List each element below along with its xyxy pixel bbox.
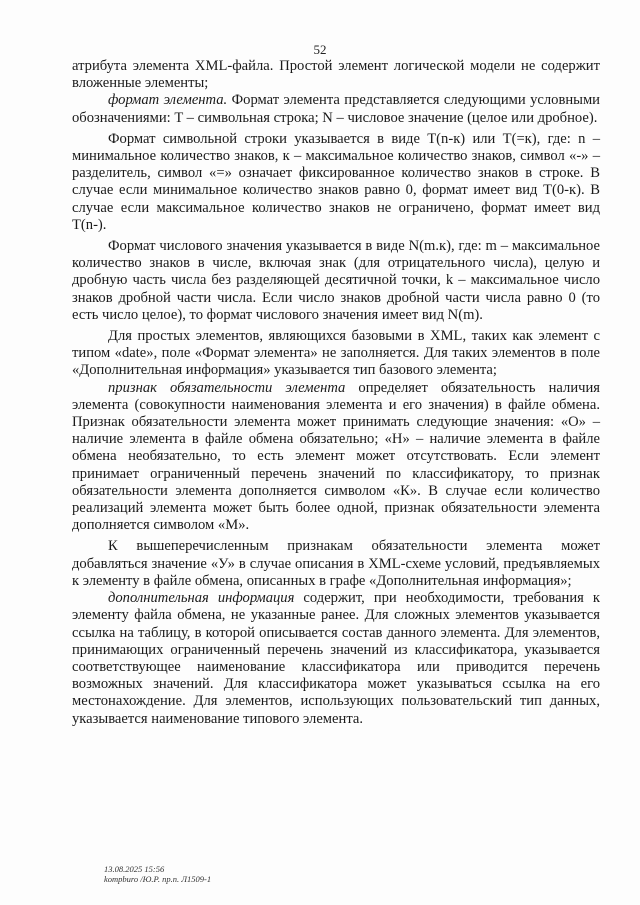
paragraph-string-format — [72, 131, 600, 234]
document-body — [72, 58, 600, 728]
paragraph-text: Формат числового значения указывается в виде N(m.к), где: m – максимальное количество знаков в числе, включая знак (для отрицательного числа), целую и дробную часть числа без разделяющей десятичной точки, k – максимальное число знаков дробной части числа. Если число знаков дробной части числа равно 0 (то есть число целое), то формат числового значения имеет вид N(m). — [72, 238, 600, 323]
paragraph-element-format — [72, 92, 600, 126]
paragraph-condition-flag — [72, 538, 600, 590]
footer-timestamp: 13.08.2025 15:56 — [104, 864, 165, 874]
paragraph-text: определяет обязательность наличия элемента (совокупности наименования элемента и его значения) в файле обмена. Признак обязательности элемента может принимать следующие значения: «О» – наличие элемента в файле обмена обязательно; «Н» – наличие элемента в файле обмена необязательно, то есть элемент может отсутствовать. Если элемент принимает ограниченный перечень значений по классификатору, то признак обязательности элемента дополняется символом «К». В случае если количество реализаций элемента может быть более одной, признак обязательности элемента дополняется символом «М». — [72, 379, 600, 534]
term-italic: формат элемента. — [108, 92, 228, 109]
page-number: 52 — [313, 42, 327, 57]
paragraph-text: атрибута элемента XML-файла. Простой элемент логической модели не содержит вложенные элементы; — [72, 58, 600, 92]
paragraph-text: Формат элемента представляется следующими условными обозначениями: T – символьная строка; N – числовое значение (целое или дробное). — [72, 92, 600, 126]
term-italic: дополнительная информация — [108, 590, 295, 607]
paragraph-text: содержит, при необходимости, требования к элементу файла обмена, не указанные ранее. Для сложных элементов указывается ссылка на таблицу, в которой описывается состав данного элемента. Для элементов, принимающих ограниченный перечень значений из классификатора, указывается соответствующее наименование классификатора или приводится перечень возможных значений. Для классификатора может указываться ссылка на его местонахождение. Для элементов, использующих пользовательский тип данных, указывается наименование типового элемента. — [72, 590, 601, 727]
paragraph-mandatory-flag — [72, 380, 600, 535]
term-italic: признак обязательности элемента — [108, 379, 346, 396]
paragraph-text: Формат символьной строки указывается в виде T(n-к) или T(=к), где: n – минимальное количество знаков, к – максимальное количество знаков, символ «-» – разделитель, символ «=» означает фиксированное количество знаков в строке. В случае если минимальное количество знаков равно 0, формат имеет вид T(0-к). В случае если максимальное количество знаков не ограничено, формат имеет вид T(n-). — [72, 130, 600, 233]
footer-line: kompburo /Ю.Р. пр.п. Л1509-1 — [104, 874, 212, 884]
paragraph-additional-info — [72, 590, 600, 728]
paragraph-numeric-format — [72, 238, 600, 324]
paragraph-text: Для простых элементов, являющихся базовыми в XML, таких как элемент с типом «date», поле «Формат элемента» не заполняется. Для таких элементов в поле «Дополнительная информация» указывается тип базового элемента; — [72, 328, 600, 379]
paragraph-text: К вышеперечисленным признакам обязательности элемента может добавляться значение «У» в случае описания в XML-схеме условий, предъявляемых к элементу в файле обмена, описанных в графе «Дополнительная информация»; — [72, 538, 600, 589]
paragraph-base-elements — [72, 328, 600, 380]
footer-stamp — [104, 864, 211, 884]
paragraph-attribute-continuation — [72, 58, 600, 92]
